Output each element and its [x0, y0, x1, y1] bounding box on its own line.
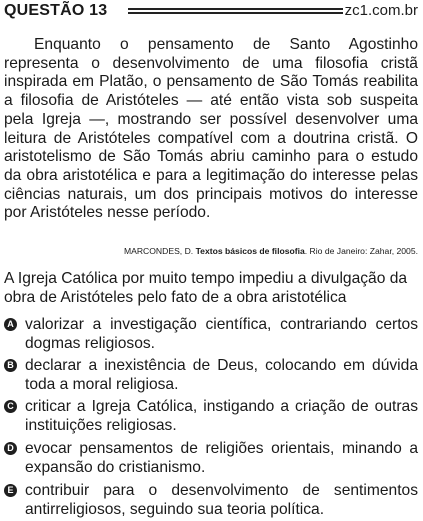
- header-divider: [128, 8, 343, 14]
- option-a-badge[interactable]: A: [4, 318, 17, 331]
- option-c-text[interactable]: criticar a Igreja Católica, instigando a criação de outras instituições religiosas.: [25, 398, 418, 434]
- citation-details: . Rio de Janeiro: Zahar, 2005.: [304, 246, 418, 256]
- citation: [0, 246, 418, 256]
- question-stem: A Igreja Católica por muito tempo impediu a divulgação da obra de Aristóteles pelo fato de a obra aristotélica: [4, 270, 408, 306]
- option-b-badge[interactable]: B: [4, 359, 17, 372]
- question-number: QUESTÃO 13: [4, 2, 108, 19]
- option-e-text[interactable]: contribuir para o desenvolvimento de sentimentos antirreligiosos, seguindo sua teoria política.: [25, 482, 418, 518]
- question-header: [4, 2, 418, 22]
- citation-title: Textos básicos de filosofia: [195, 246, 305, 256]
- option-b-text[interactable]: declarar a inexistência de Deus, colocando em dúvida toda a moral religiosa.: [25, 357, 418, 393]
- option-c-badge[interactable]: C: [4, 400, 17, 413]
- option-d-badge[interactable]: D: [4, 442, 17, 455]
- option-d-text[interactable]: evocar pensamentos de religiões orientais, minando a expansão do cristianismo.: [25, 440, 418, 476]
- passage-text: Enquanto o pensamento de Santo Agostinho representa o desenvolvimento de uma filosofia cristã inspirada em Platão, o pensamento de São Tomás reabilita a filosofia de Aristóteles — até então vista sob suspeita pela Igreja —, mostrando ser possível desenvolver uma leitura de Aristóteles compatível com a doutrina cristã. O aristotelismo de São Tomás abriu caminho para o estudo da obra aristotélica e para a legitimação do interesse pelas ciências naturais, um dos principais motivos do interesse por Aristóteles nesse período.: [4, 36, 418, 222]
- option-e-badge[interactable]: E: [4, 484, 17, 497]
- citation-author: MARCONDES, D.: [123, 246, 196, 256]
- option-a-text[interactable]: valorizar a investigação científica, contrariando certos dogmas religiosos.: [25, 316, 418, 352]
- site-watermark: zc1.com.br: [344, 2, 418, 19]
